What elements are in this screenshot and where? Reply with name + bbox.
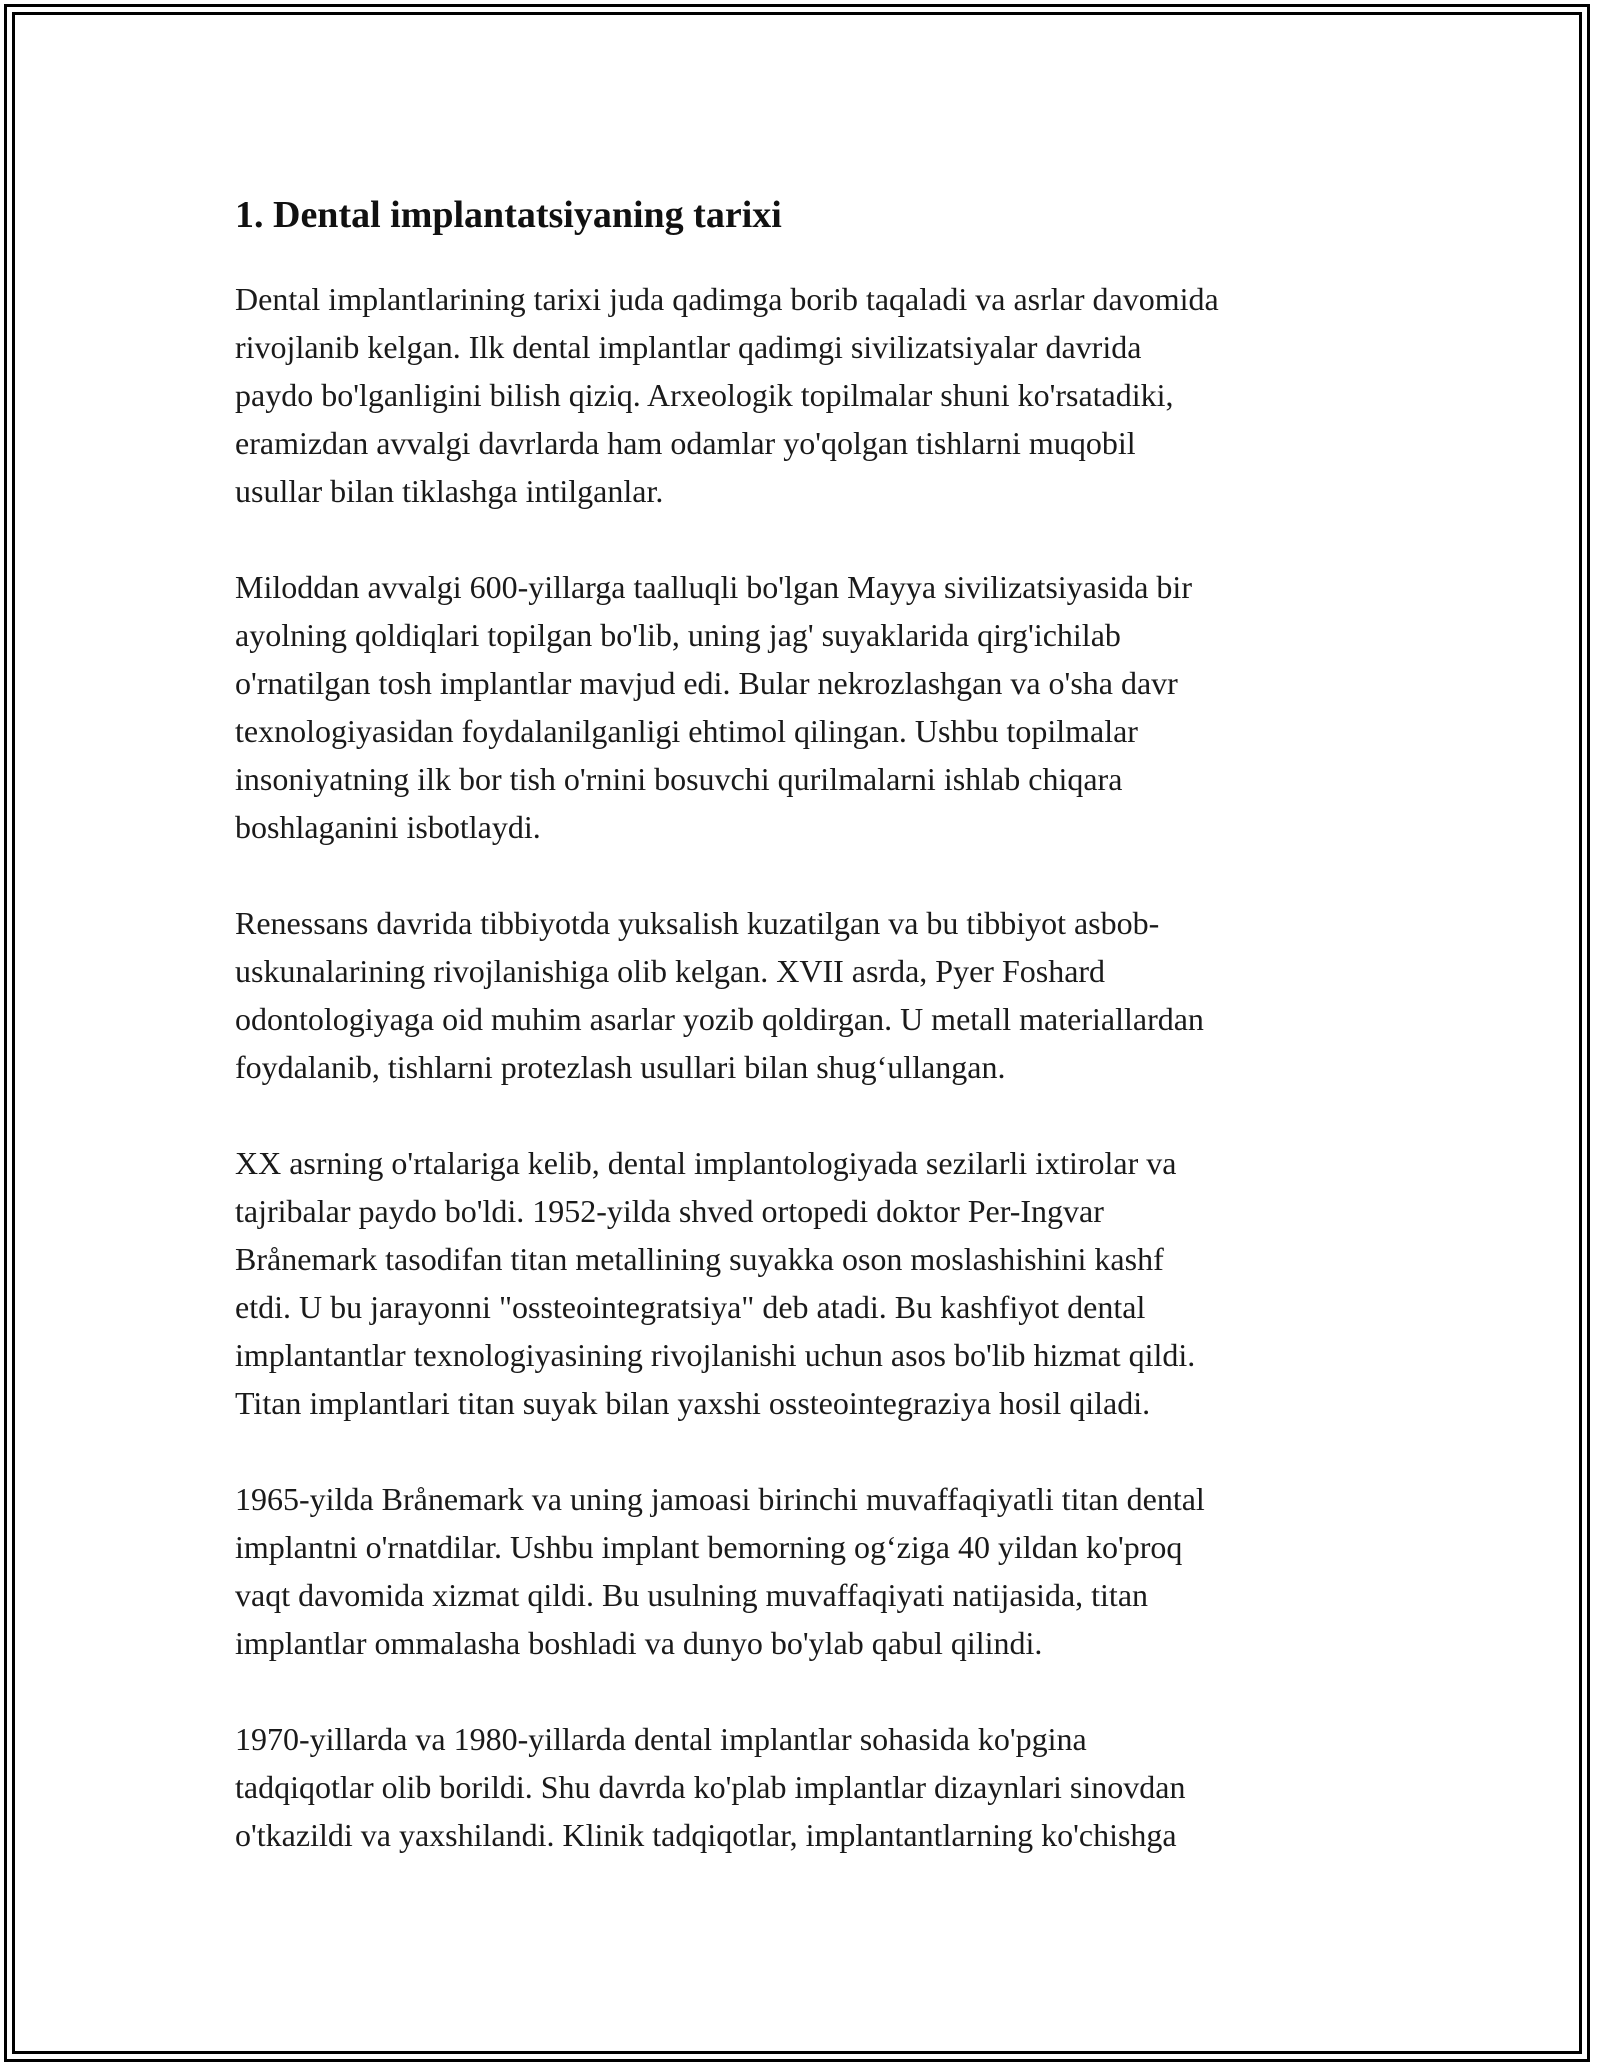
paragraph-ancient-history: Dental implantlarining tarixi juda qadimga borib taqaladi va asrlar davomida rivojlanib kelgan. Ilk dental implantlar qadimgi sivilizatsiyalar davrida paydo bo'lganligini bilish qiziq. Arxeologik topilmalar shuni ko'rsatadiki, eramizdan avvalgi davrlarda ham odamlar yo'qolgan tishlarni muqobil usullar bilan tiklashga intilganlar.	[235, 281, 1219, 509]
section-heading: 1. Dental implantatsiyaning tarixi	[235, 194, 782, 236]
paragraph-1970s-1980s-research: 1970-yillarda va 1980-yillarda dental implantlar sohasida ko'pgina tadqiqotlar olib borildi. Shu davrda ko'plab implantlar dizaynlari sinovdan o'tkazildi va yaxshilandi. Klinik tadqiqotlar, implantantlarning ko'chishga	[235, 1721, 1186, 1853]
paragraph-renaissance: Renessans davrida tibbiyotda yuksalish kuzatilgan va bu tibbiyot asbob- uskunalarining rivojlanishiga olib kelgan. XVII asrda, Pyer Foshard odontologiyaga oid muhim asarlar yozib qoldirgan. U metall materiallardan foydalanib, tishlarni protezlash usullari bilan shug‘ullangan.	[235, 905, 1204, 1085]
paragraph-maya-civilization: Miloddan avvalgi 600-yillarga taalluqli bo'lgan Mayya sivilizatsiyasida bir ayolning qoldiqlari topilgan bo'lib, uning jag' suyaklarida qirg'ichilab o'rnatilgan tosh implantlar mavjud edi. Bular nekrozlashgan va o'sha davr texnologiyasidan foydalanilganligi ehtimol qilingan. Ushbu topilmalar insoniyatning ilk bor tish o'rnini bosuvchi qurilmalarni ishlab chiqara boshlaganini isbotlaydi.	[235, 569, 1192, 845]
paragraph-first-titanium-implant: 1965-yilda Brånemark va uning jamoasi birinchi muvaffaqiyatli titan dental implantni o'rnatdilar. Ushbu implant bemorning og‘ziga 40 yildan ko'proq vaqt davomida xizmat qildi. Bu usulning muvaffaqiyati natijasida, titan implantlar ommalasha boshladi va dunyo bo'ylab qabul qilindi.	[235, 1481, 1205, 1661]
paragraph-branemark-discovery: XX asrning o'rtalariga kelib, dental implantologiyada sezilarli ixtirolar va tajribalar paydo bo'ldi. 1952-yilda shved ortopedi doktor Per-Ingvar Brånemark tasodifan titan metallining suyakka oson moslashishini kashf etdi. U bu jarayonni "ossteointegratsiya" deb atadi. Bu kashfiyot dental implantantlar texnologiyasining rivojlanishi uchun asos bo'lib hizmat qildi. Titan implantlari titan suyak bilan yaxshi ossteointegraziya hosil qiladi.	[235, 1145, 1196, 1421]
document-body	[235, 185, 1375, 1859]
